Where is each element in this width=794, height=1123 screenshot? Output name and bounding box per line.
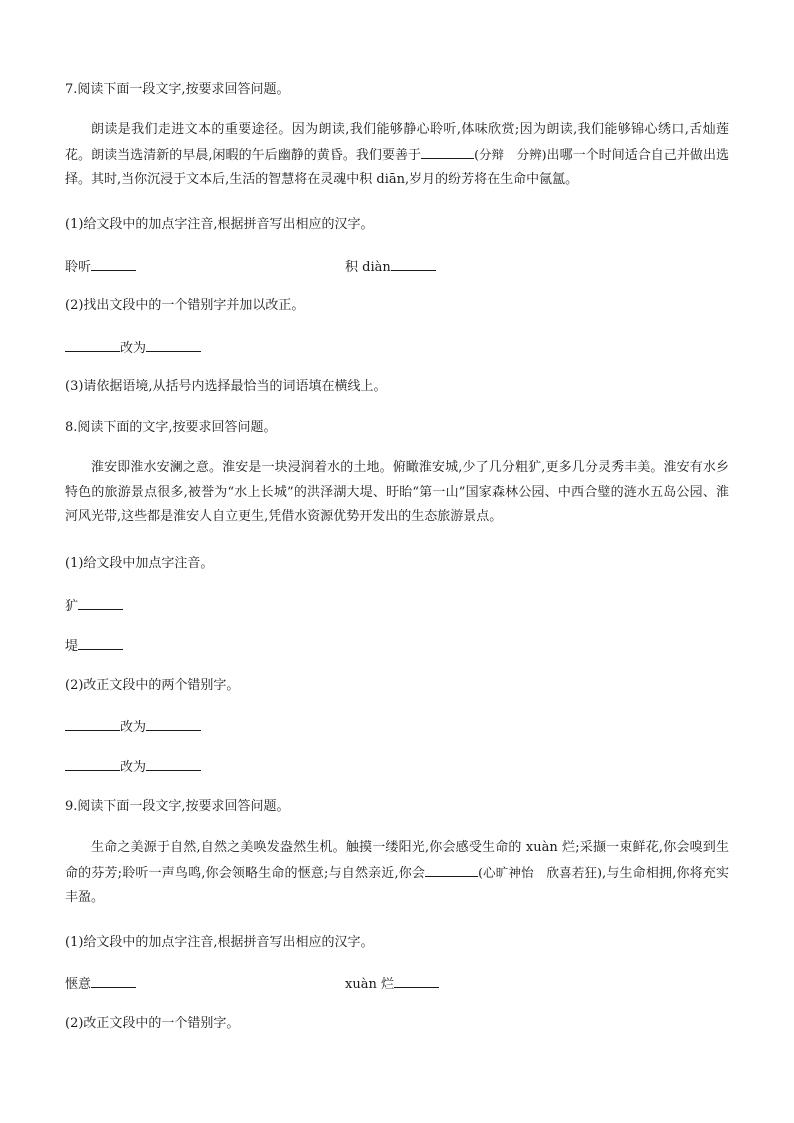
- q8-sub2: (2)改正文段中的两个错别字。: [65, 678, 240, 693]
- q8-title: 8.阅读下面的文字,按要求回答问题。: [65, 420, 277, 435]
- q9-title: 9.阅读下面一段文字,按要求回答问题。: [65, 799, 290, 814]
- q7-wrong-char-blank[interactable]: [65, 337, 120, 352]
- q8-correction-row-1: [65, 716, 201, 738]
- q9-passage-options: (心旷神怡 欣喜若狂): [478, 864, 603, 880]
- q8-passage: 淮安即淮水安澜之意。淮安是一块浸润着水的土地。俯瞰淮安城,少了几分粗犷,更多几分灵秀丰美。淮安有水乡特色的旅游景点很多,被誉为“水上长城”的洪泽湖大堤、盱眙“第一山”国家森林公园、中西合璧的涟水五岛公园、淮河风光带,这些都是淮安人自立更生,凭借水资源优势开发出的生态旅游景点。: [65, 460, 729, 524]
- q8-correct-char-blank-1[interactable]: [146, 716, 201, 731]
- q7-answer-blank-jidian[interactable]: [391, 256, 436, 271]
- q7-title: 7.阅读下面一段文字,按要求回答问题。: [65, 82, 290, 97]
- q8-wrong-char-blank-1[interactable]: [65, 716, 120, 731]
- q7-passage-options: (分辩 分辨): [474, 146, 547, 162]
- q7-correct-char-blank[interactable]: [146, 337, 201, 352]
- q7-answer-row-1: [65, 256, 729, 278]
- q8-sub1: (1)给文段中加点字注音。: [65, 556, 214, 571]
- q9-sub2: (2)改正文段中的一个错别字。: [65, 1016, 240, 1031]
- q8-answer-label-di: 堤: [65, 639, 79, 654]
- q9-answer-blank-xuanlan[interactable]: [394, 973, 439, 988]
- q7-answer-label-lingting: 聆听: [65, 260, 92, 275]
- q7-sub2: (2)找出文段中的一个错别字并加以改正。: [65, 298, 305, 313]
- q8-answer-label-kuang: 犷: [65, 599, 79, 614]
- q7-sub1: (1)给文段中的加点字注音,根据拼音写出相应的汉字。: [65, 217, 374, 232]
- q7-correction-row: [65, 337, 201, 359]
- q7-answer-label-jidian: 积 diàn: [345, 260, 391, 275]
- q8-answer-row-2: [65, 635, 123, 657]
- q7-passage-text-b: 出哪一个时间适合自己并做出选择。其时,当你沉浸于文本后,生活的智慧将在灵魂中积 diān,岁月的纷芳将在生命中氤氲。: [65, 147, 729, 187]
- q9-answer-row-1: [65, 973, 729, 995]
- q8-answer-row-1: [65, 595, 123, 617]
- q9-passage-text-a: 生命之美源于自然,自然之美唤发盎然生机。触摸一缕阳光,你会感受生命的 xuàn 烂;采撷一束鲜花,你会嗅到生命的芬芳;聆听一声鸟鸣,你会领略生命的惬意;与自然亲近,你会: [65, 840, 729, 881]
- q9-passage-text-b: ,与生命相拥,你将充实丰盈。: [65, 865, 729, 905]
- q8-answer-blank-di[interactable]: [78, 635, 123, 650]
- q8-correction-row-2: [65, 756, 201, 778]
- q7-change-to-label: 改为: [120, 341, 147, 356]
- q9-passage-blank[interactable]: [425, 862, 478, 877]
- q8-correct-char-blank-2[interactable]: [146, 756, 201, 771]
- q9-sub1: (1)给文段中的加点字注音,根据拼音写出相应的汉字。: [65, 935, 374, 950]
- q8-answer-blank-kuang[interactable]: [78, 595, 123, 610]
- q7-sub3: (3)请依据语境,从括号内选择最恰当的词语填在横线上。: [65, 379, 387, 394]
- q7-passage: [65, 118, 729, 193]
- q8-change-to-label-1: 改为: [120, 720, 147, 735]
- q8-wrong-char-blank-2[interactable]: [65, 756, 120, 771]
- q9-answer-blank-qieyi[interactable]: [91, 973, 136, 988]
- q9-passage: [65, 836, 729, 911]
- q7-passage-blank[interactable]: [421, 144, 474, 159]
- q8-change-to-label-2: 改为: [120, 760, 147, 775]
- q9-answer-label-xuanlan: xuàn 烂: [345, 977, 394, 992]
- q9-answer-label-qieyi: 惬意: [65, 977, 92, 992]
- q7-passage-text-a: 朗读是我们走进文本的重要途径。因为朗读,我们能够静心聆听,体味欣赏;因为朗读,我们能够锦心绣口,舌灿莲花。朗读当选清新的早晨,闲暇的午后幽静的黄昏。我们要善于: [65, 122, 729, 163]
- q7-answer-blank-lingting[interactable]: [91, 256, 136, 271]
